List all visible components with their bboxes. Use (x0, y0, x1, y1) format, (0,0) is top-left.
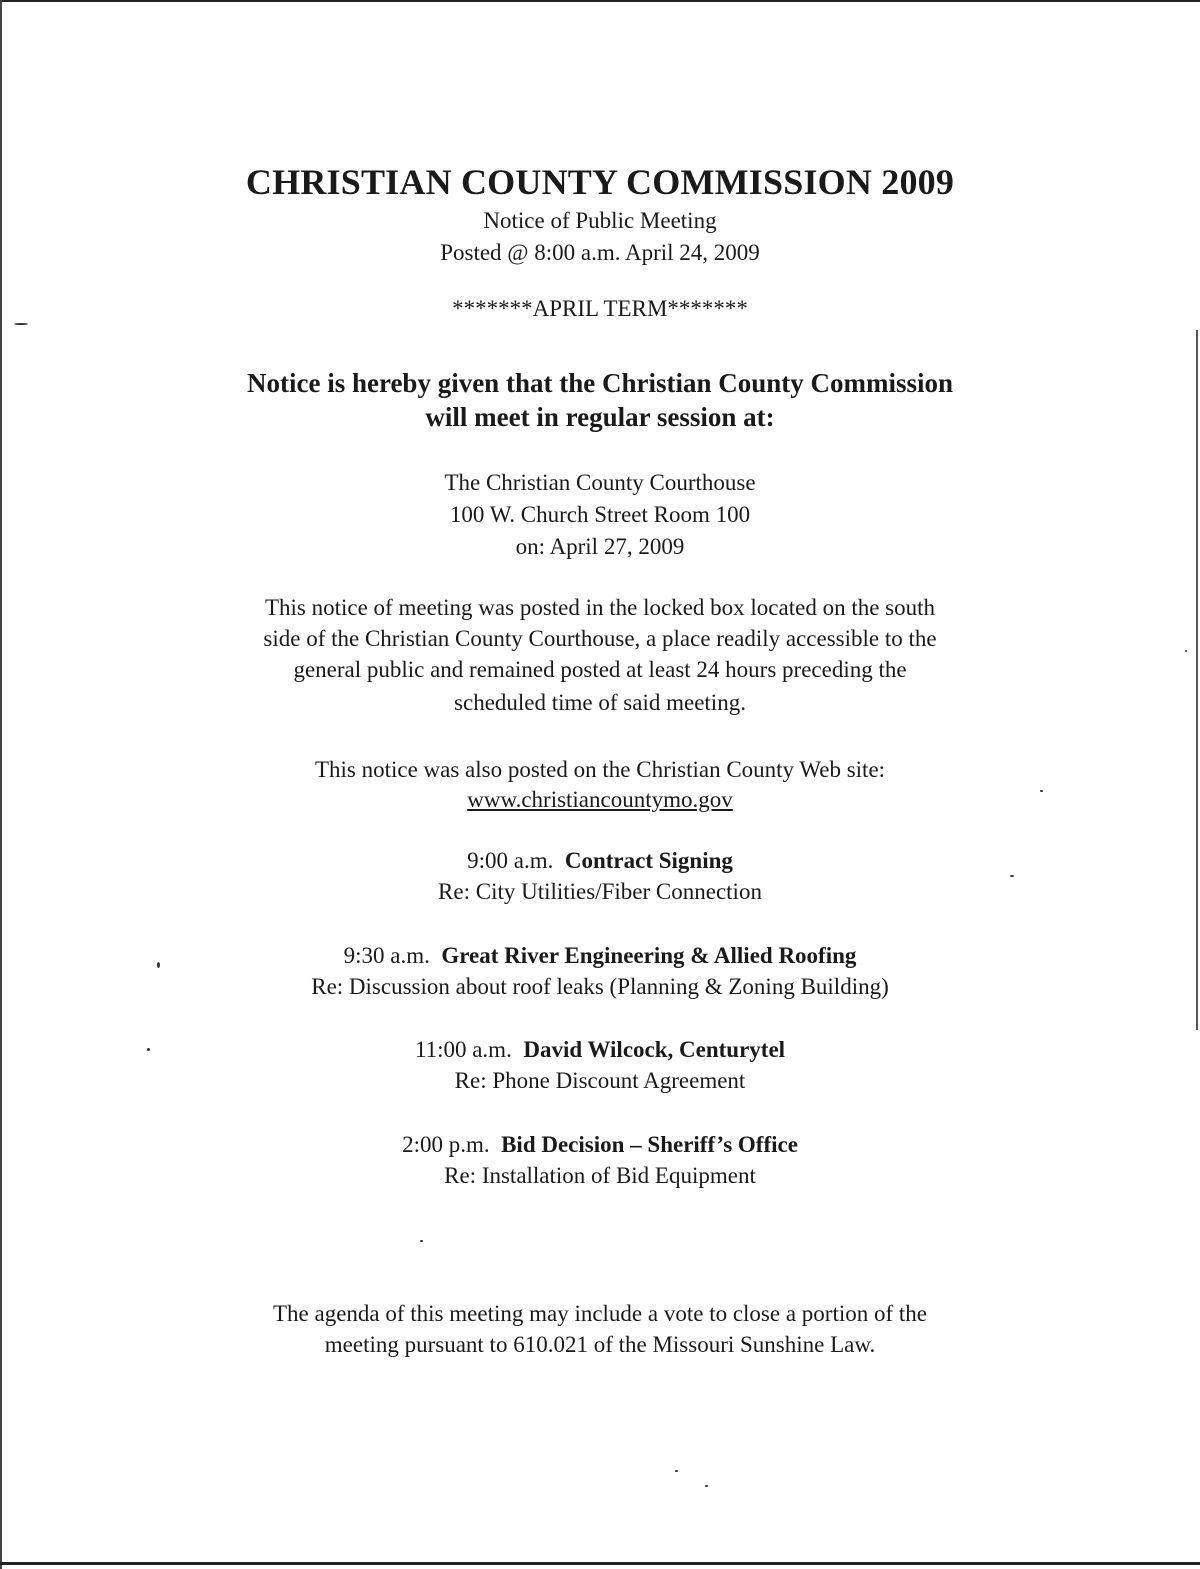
agenda-time: 9:30 a.m. (343, 943, 430, 968)
posted-timestamp: Posted @ 8:00 a.m. April 24, 2009 (440, 240, 760, 265)
agenda-item-re: Re: Discussion about roof leaks (Planning & Zoning Building) (311, 974, 889, 999)
agenda-item-heading (0, 845, 1200, 876)
posting-notice-line: scheduled time of said meeting. (454, 690, 746, 715)
web-notice-text: This notice was also posted on the Christian County Web site: (314, 757, 886, 782)
location-address: 100 W. Church Street Room 100 (449, 502, 751, 527)
notice-subtitle: Notice of Public Meeting (483, 208, 717, 233)
agenda-item-heading (0, 1034, 1200, 1065)
closing-line: The agenda of this meeting may include a vote to close a portion of the (272, 1301, 928, 1326)
agenda-time: 9:00 a.m. (467, 848, 554, 873)
closing-line: meeting pursuant to 610.021 of the Missouri Sunshine Law. (324, 1332, 876, 1357)
agenda-title: Bid Decision – Sheriff’s Office (501, 1132, 798, 1157)
agenda-item-re: Re: Installation of Bid Equipment (444, 1163, 756, 1188)
scan-edge-bottom (0, 1562, 1200, 1565)
agenda-title: David Wilcock, Centurytel (523, 1037, 786, 1062)
scan-speck (157, 962, 160, 968)
meeting-date: on: April 27, 2009 (515, 534, 685, 559)
scan-edge-top (0, 0, 1200, 2)
document-title: CHRISTIAN COUNTY COMMISSION 2009 (245, 162, 955, 202)
agenda-time: 2:00 p.m. (402, 1132, 490, 1157)
agenda-title: Great River Engineering & Allied Roofing (441, 943, 857, 968)
scan-speck (420, 1240, 423, 1242)
agenda-title: Contract Signing (564, 848, 733, 873)
scan-speck (1010, 875, 1014, 877)
scan-speck (675, 1470, 678, 1472)
agenda-time: 11:00 a.m. (414, 1037, 512, 1062)
scan-speck (705, 1485, 708, 1487)
posting-notice-line: This notice of meeting was posted in the locked box located on the south (264, 595, 936, 620)
website-link[interactable]: www.christiancountymo.gov (467, 787, 733, 812)
agenda-item-re: Re: City Utilities/Fiber Connection (438, 879, 762, 904)
agenda-item-heading (0, 940, 1200, 971)
scan-speck (1040, 790, 1043, 792)
web-notice-link-wrap (0, 784, 1200, 815)
agenda-item-heading (0, 1129, 1200, 1160)
notice-heading-line-2: will meet in regular session at: (425, 402, 775, 432)
posting-notice-line: side of the Christian County Courthouse, a place readily accessible to the (263, 626, 937, 651)
notice-heading-line-1: Notice is hereby given that the Christian County Commission (246, 368, 953, 398)
posting-notice-line: general public and remained posted at least 24 hours preceding the (293, 657, 907, 682)
agenda-item-re: Re: Phone Discount Agreement (454, 1068, 746, 1093)
scan-speck (14, 323, 28, 325)
scan-speck (1185, 650, 1187, 652)
term-banner: *******APRIL TERM******* (452, 296, 748, 321)
scan-speck (147, 1048, 150, 1051)
location-building: The Christian County Courthouse (444, 470, 756, 495)
